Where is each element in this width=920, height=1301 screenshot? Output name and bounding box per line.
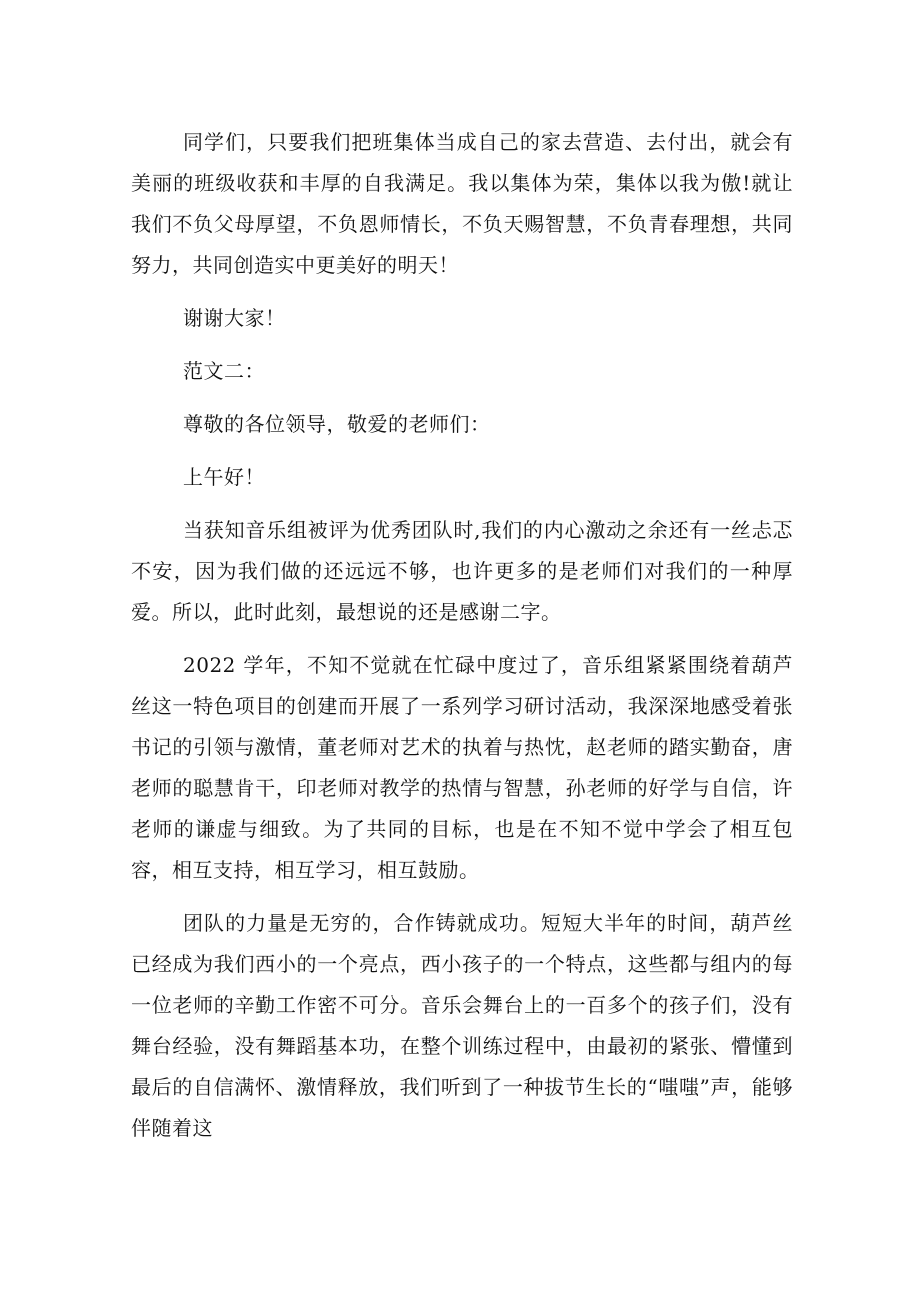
paragraph-greeting: 上午好！ bbox=[183, 465, 265, 489]
section-heading-sample-two: 范文二： bbox=[183, 359, 265, 383]
document-body bbox=[131, 122, 793, 1161]
paragraph-team-strength: 团队的力量是无穷的，合作铸就成功。短短大半年的时间，葫芦丝已经成为我们西小的一个亮点，西小孩子的一个特点，这些都与组内的每一位老师的辛勤工作密不可分。音乐会舞台上的一百多个的孩子们，没有舞台经验，没有舞蹈基本功，在整个训练过程中，由最初的紧张、懵懂到最后的自信满怀、激情释放，我们听到了一种拔节生长的“嗤嗤”声，能够伴随着这 bbox=[131, 911, 793, 1140]
paragraph-thanks: 谢谢大家！ bbox=[183, 306, 286, 330]
paragraph-award-reaction: 当获知音乐组被评为优秀团队时,我们的内心激动之余还有一丝忐忑不安，因为我们做的还远远不够，也许更多的是老师们对我们的一种厚爱。所以，此时此刻，最想说的还是感谢二字。 bbox=[131, 518, 793, 624]
paragraph-salutation: 尊敬的各位领导，敬爱的老师们： bbox=[183, 412, 491, 436]
paragraph-closing-appeal: 同学们，只要我们把班集体当成自己的家去营造、去付出，就会有美丽的班级收获和丰厚的自我满足。我以集体为荣，集体以我为傲!就让我们不负父母厚望，不负恩师情长，不负天赐智慧，不负青春理想，共同努力，共同创造实中更美好的明天！ bbox=[131, 130, 793, 277]
paragraph-year-review: 2022 学年，不知不觉就在忙碌中度过了，音乐组紧紧围绕着葫芦丝这一特色项目的创建而开展了一系列学习研讨活动，我深深地感受着张书记的引领与激情，董老师对艺术的执着与热忱，赵老师的踏实勤奋，唐老师的聪慧肯干，印老师对教学的热情与智慧，孙老师的好学与自信，许老师的谦虚与细致。为了共同的目标，也是在不知不觉中学会了相互包容，相互支持，相互学习，相互鼓励。 bbox=[131, 653, 793, 882]
